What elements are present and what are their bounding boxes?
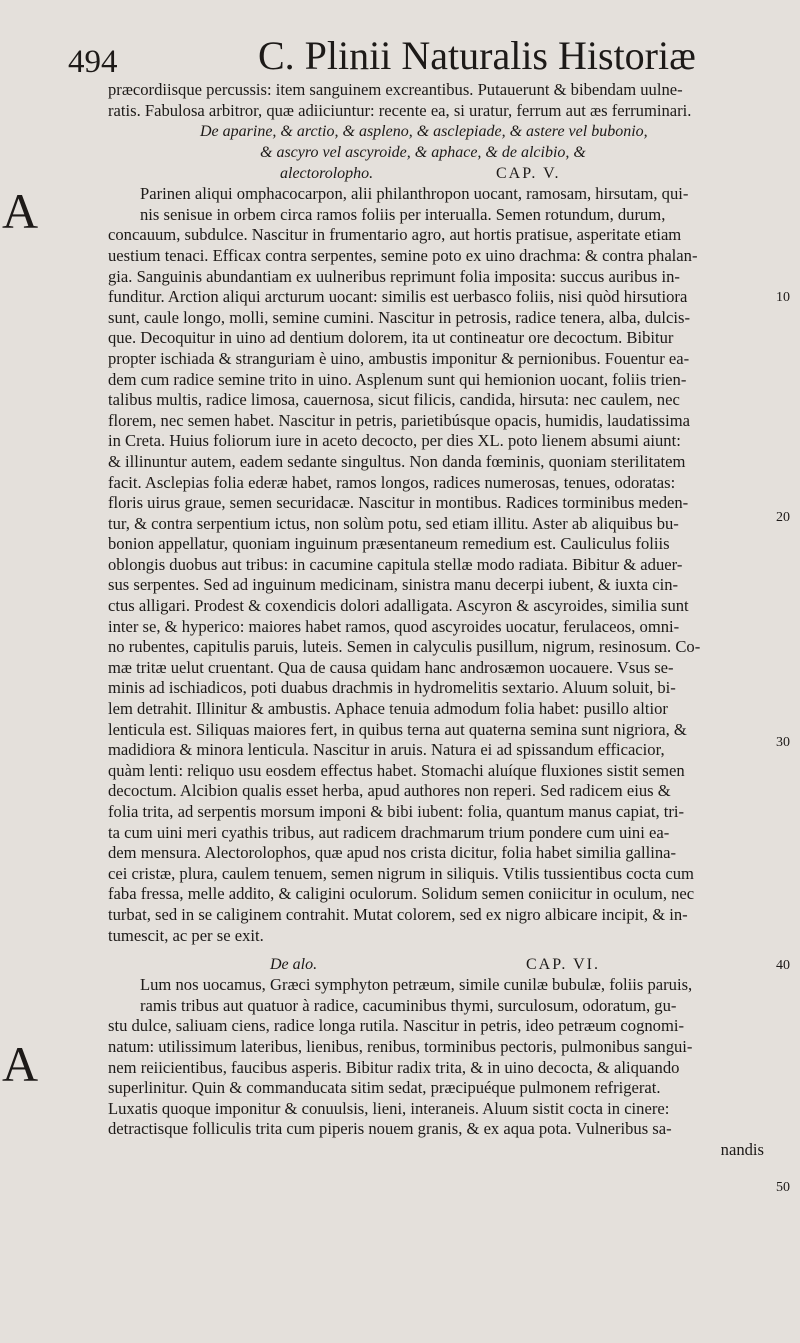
text-line: mæ tritæ uelut cruentant. Qua de causa quidam hanc androsæmon uocauere. Vsus se- <box>108 657 674 677</box>
text-line: floris uirus graue, semen securidacæ. Nascitur in montibus. Radices torminibus meden- <box>108 493 689 513</box>
text-line: uestium tenaci. Efficax contra serpentes, semine poto ex uino drachma: & contra phalan- <box>108 245 698 265</box>
text-line: talibus multis, radice limosa, cauernosa, sicut filicis, candida, hirsuta: nec caulem, nec <box>108 390 680 410</box>
text-line: decoctum. Alcibion qualis esset herba, apud authores non reperi. Sed radicem eius & <box>108 781 671 801</box>
text-line: faba fressa, melle addito, & caligini oculorum. Solidum semen coniicitur in oculum, nec <box>108 884 695 904</box>
text-line: quàm lenti: reliquo usu eosdem effectus habet. Stomachi aluíque fluxiones sistit semen <box>108 760 685 780</box>
text-line: superlinitur. Quin & commanducata sitim sedat, præcipuéque pulmonem refrigerat. <box>108 1078 661 1098</box>
text-line: ta cum uini meri cyathis tribus, aut radicem drachmarum trium pondere cum uini ea- <box>108 822 670 842</box>
text-line: Parinen aliqui omphacocarpon, alii philanthropon uocant, ramosam, hirsutam, qui- <box>140 184 689 204</box>
text-line: minis ad ischiadicos, poti duabus drachmis in hydromelitis sextario. Aluum soluit, bi- <box>108 678 676 698</box>
text-line: turbat, sed in se caliginem contrahit. Mutat colorem, sed ex nigro albicare incipit, & in- <box>108 904 688 924</box>
chapter-heading: & ascyro vel ascyroide, & aphace, & de alcibio, & <box>260 144 586 162</box>
text-line: tur, & contra serpentium ictus, non solùm potu, sed etiam illitu. Aster ab aliquibus bu- <box>108 513 679 533</box>
text-line: dem cum radice semine trito in uino. Asplenum sunt qui hemionion uocant, foliis trien- <box>108 369 687 389</box>
drop-cap: A <box>2 183 39 239</box>
text-line: stu dulce, saliuam ciens, radice longa rutila. Nascitur in petris, ideo petræum cognomi- <box>108 1016 685 1036</box>
text-line: Lum nos uocamus, Græci symphyton petræum, simile cunilæ bubulæ, foliis paruis, <box>140 975 693 995</box>
text-line: oblongis duobus aut tribus: in cacumine capitula stellæ modo radiata. Bibitur & aduer- <box>108 554 683 574</box>
text-line: nis senisue in orbem circa ramos foliis per interualla. Semen rotundum, durum, <box>140 204 666 224</box>
text-line: præcordiisque percussis: item sanguinem excreantibus. Putauerunt & bibendam uulne- <box>108 80 683 99</box>
text-line: nem reiicientibus, faucibus asperis. Bibitur radix trita, & in uino decocta, & aliquando <box>108 1057 680 1077</box>
text-line: sunt, caule longo, molli, semine cumini. Nascitur in petrosis, radice tenera, alba, dulcis- <box>108 307 691 327</box>
text-line: lenticula est. Siliquas maiores fert, in quibus terna aut quaterna semina sunt nigriora, & <box>108 719 687 739</box>
margin-line-number: 20 <box>776 510 790 525</box>
text-line: florem, nec semen habet. Nascitur in petris, parietibúsque opacis, humidis, laudatissima <box>108 410 691 430</box>
text-line: cei cristæ, plura, caulem tenuem, semen nigrum in siliquis. Vtilis tussientibus cocta cum <box>108 863 694 883</box>
chapter-heading: De aparine, & arctio, & aspleno, & asclepiade, & astere vel bubonio, <box>200 123 648 141</box>
text-line: folia trita, ad serpentis morsum imponi & bibi iubent: folia, quantum manus capiat, tri- <box>108 802 685 821</box>
catchword: nandis <box>720 1139 764 1159</box>
chapter-heading-text: De alo. <box>270 956 318 974</box>
text-line: madidiora & minora lenticula. Nascitur in aruis. Natura ei ad spissandum efficacior, <box>108 740 665 760</box>
chapter-label: CAP. VI. <box>526 956 600 974</box>
text-line: que. Decoquitur in uino ad dentium dolorem, ita ut contineatur ore decoctum. Bibitur <box>108 328 674 348</box>
text-line: in Creta. Huius foliorum iure in aceto decocto, per dies XL. poto lienem absumi aiunt: <box>108 431 681 451</box>
text-line: natum: utilissimum lateribus, lienibus, renibus, torminibus pectoris, pulmonibus sangui- <box>108 1036 693 1056</box>
text-line: inter se, & hyperico: maiores habet ramos, quod ascyroides uocatur, ferulaceos, omni- <box>108 616 680 636</box>
text-line: ctus alligari. Prodest & coxendicis dolori adalligata. Ascyron & ascyroides, similia sunt <box>108 596 689 616</box>
margin-line-number: 10 <box>776 290 790 305</box>
running-head: C. Plinii Naturalis Historiæ <box>258 33 696 78</box>
text-line: sus serpentes. Sed ad inguinum medicinam, sinistra manu decerpi iubent, & iuxta cin- <box>108 575 679 595</box>
margin-line-number: 40 <box>776 958 790 973</box>
text-line: concauum, subdulce. Nascitur in frumentario agro, aut hortis pratisue, asperitate etiam <box>108 225 682 245</box>
text-line: ratis. Fabulosa arbitror, quæ adiiciuntur: recente ea, si uratur, ferrum aut æs ferruminari. <box>108 100 692 120</box>
page-number: 494 <box>68 44 118 80</box>
text-line: no rubentes, capitulis paruis, luteis. Semen in calyculis pusillum, nigrum, resinosum. Co- <box>108 637 701 657</box>
text-line: lem detrahit. Illinitur & ambustis. Aphace tenuia admodum folia habet: pusillo altior <box>108 699 668 719</box>
text-line: facit. Asclepias folia ederæ habet, ramos longos, radices numerosas, tenues, odoratas: <box>108 472 676 492</box>
chapter-heading-text: alectorolopho. <box>280 165 374 183</box>
text-block <box>108 80 770 1161</box>
text-line: gia. Sanguinis abundantiam ex uulneribus reprimunt folia imposita: succus auribus in- <box>108 266 680 286</box>
text-line: & illinuntur autem, eadem sedante singultus. Non danda fœminis, quoniam sterilitatem <box>108 451 686 471</box>
margin-line-number: 50 <box>776 1180 790 1195</box>
text-line: dem mensura. Alectorolophos, quæ apud nos crista dicitur, folia habet similia gallina- <box>108 843 677 863</box>
drop-cap: A <box>2 1036 39 1092</box>
chapter-heading <box>108 954 770 975</box>
chapter-heading <box>108 163 770 184</box>
text-line: bonion appellatur, quoniam inguinum præsentaneum remedium est. Cauliculus foliis <box>108 534 670 554</box>
text-line: funditur. Arction aliqui arcturum uocant: similis est uerbasco foliis, nisi quòd hirsutiora <box>108 287 688 307</box>
text-line: propter ischiada & stranguriam è uino, ambustis imponitur & pernionibus. Fouentur ea- <box>108 348 690 368</box>
text-line: ramis tribus aut quatuor à radice, cacuminibus thymi, surculosum, odoratum, gu- <box>140 995 677 1015</box>
text-line: tumescit, ac per se exit. <box>108 925 264 945</box>
margin-line-number: 30 <box>776 735 790 750</box>
chapter-label: CAP. V. <box>496 165 561 183</box>
text-line: Luxatis quoque imponitur & conuulsis, lieni, interaneis. Aluum sistit cocta in cinere: <box>108 1098 670 1118</box>
text-line: detractisque folliculis trita cum piperis nouem granis, & ex aqua pota. Vulneribus sa- <box>108 1119 672 1139</box>
